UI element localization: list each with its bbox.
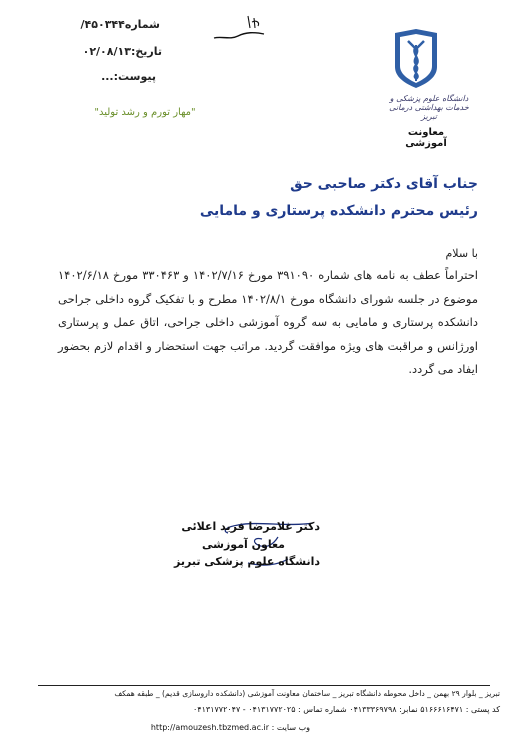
letter-attachment: پیوست:... [101,70,156,83]
signer-organization: دانشگاه علوم پزشکی تبریز [174,555,320,568]
university-logo-icon [393,27,439,89]
footer-contact: کد پستی : ۵۱۶۶۶۱۶۴۷۱ نمابر: ۰۴۱۳۳۳۶۹۷۹۸ شماره تماس : ۰۴۱۳۱۷۷۲۰۲۵ - ۰۴۱۳۱۷۷۲۰۴۷ [193,705,500,714]
letter-body: احتراماً عطف به نامه های شماره ۳۹۱۰۹۰ مورخ ۱۴۰۲/۷/۱۶ و ۳۳۰۴۶۳ مورخ ۱۴۰۲/۶/۱۸ موضوع در جلسه شورای دانشگاه مورخ ۱۴۰۲/۸/۱ مطرح و با تفکیک گروه داخلی جراحی دانشکده پرستاری و مامایی به سه گروه آموزشی داخلی جراحی، اتاق عمل و پرستاری اورژانس و مراقبت های ویژه موافقت گردید. مراتب جهت استحضار و اقدام لازم بحضور ایفاد می گردد. [58,268,478,376]
university-name: دانشگاه علوم پزشکی و خدمات بهداشتی درمانی تبریز [389,94,469,121]
department-name: معاونت آموزشی [405,127,447,149]
footer-website: وب سایت : http://amouzesh.tbzmed.ac.ir [150,723,310,732]
footer-divider [38,685,490,686]
addressee-name: جناب آقای دکتر صاحبی حق [290,176,478,192]
addressee-title: رئیس محترم دانشکده پرستاری و مامایی [199,203,478,219]
handwritten-initial-icon [208,10,268,46]
letter-number: شماره۴۵۰۳۴۴/ [80,18,160,31]
greeting: با سلام [445,247,478,260]
letter-date: تاریخ:۰۲/۰۸/۱۳ [82,45,162,58]
signer-title: معاون آموزشی [202,538,285,551]
signer-name: دکتر غلامرضا فرید اعلائی [181,520,320,533]
slogan: "مهار تورم و رشد تولید" [94,107,196,118]
footer-address: تبریز _ بلوار ۲۹ بهمن _ داخل محوطه دانشگاه تبریز _ ساختمان معاونت آموزشی (دانشکده داروسازی قدیم) _ طبقه همکف [114,689,500,698]
